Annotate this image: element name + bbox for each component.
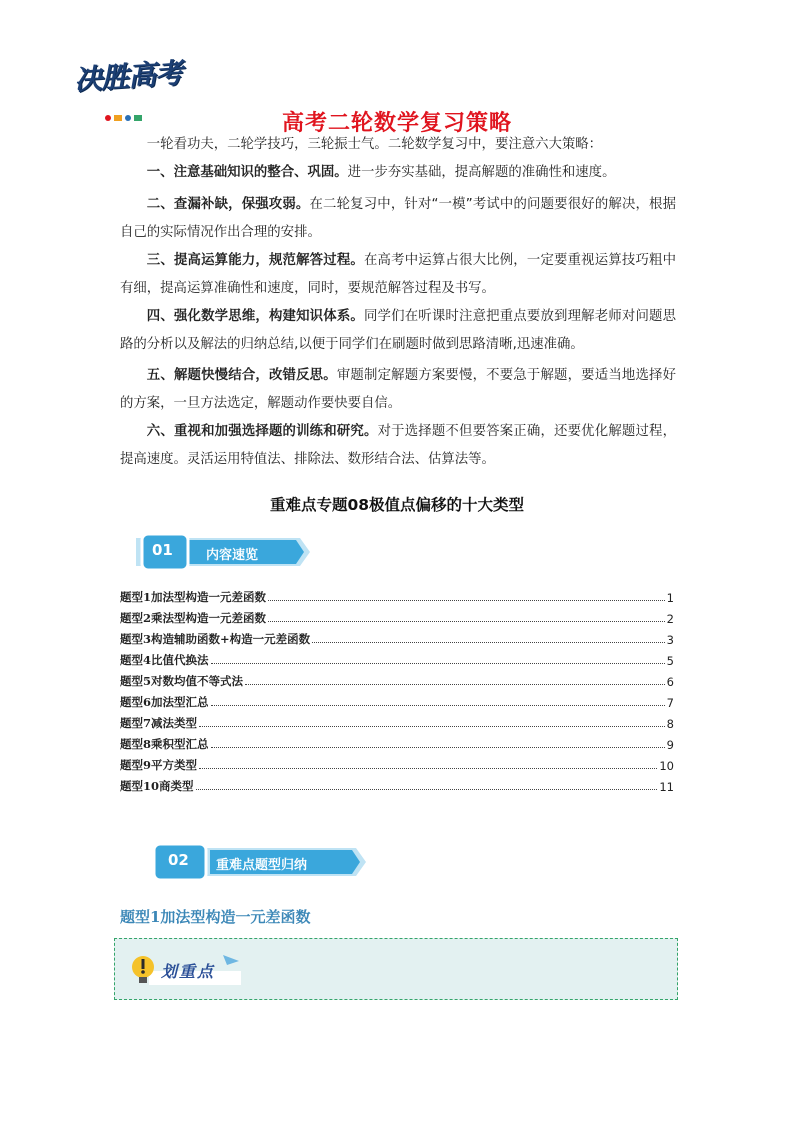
toc-row[interactable] xyxy=(120,626,674,647)
toc-title: 题型4比值代换法 xyxy=(120,653,209,667)
toc-leader xyxy=(211,704,665,706)
toc-leader xyxy=(211,662,665,664)
toc-title: 题型1加法型构造一元差函数 xyxy=(120,590,267,604)
toc-page-number: 1 xyxy=(666,591,674,605)
toc-page-number: 8 xyxy=(666,717,674,731)
toc-row[interactable] xyxy=(120,689,674,710)
toc-leader xyxy=(312,641,665,643)
toc-row[interactable] xyxy=(120,731,674,752)
toc-title: 题型5对数均值不等式法 xyxy=(120,674,244,688)
strategy-heading: 一、注意基础知识的整合、巩固。 xyxy=(146,165,348,180)
strategy-heading: 四、强化数学思维，构建知识体系。 xyxy=(146,309,364,324)
key-points-box xyxy=(114,938,678,1000)
strategy-heading: 五、解题快慢结合，改错反思。 xyxy=(146,368,337,383)
toc-row[interactable] xyxy=(120,647,674,668)
key-points-label: 划重点 xyxy=(161,962,216,981)
toc-row[interactable] xyxy=(120,605,674,626)
strategy-3 xyxy=(120,247,676,303)
toc-row[interactable] xyxy=(120,710,674,731)
toc-page-number: 3 xyxy=(666,633,674,647)
toc-title: 题型8乘积型汇总 xyxy=(120,737,209,751)
strategy-body: 同学们在听课时注意把重点要放到理解老师对问题思路的分析以及解法的归纳总结,以便于同学们在刷题时做到思路清晰,迅速准确。 xyxy=(120,309,677,352)
strategy-body: 审题制定解题方案要慢，不要急于解题，要适当地选择好的方案，一旦方法选定，解题动作要快要自信。 xyxy=(120,368,677,411)
toc-title: 题型9平方类型 xyxy=(120,758,198,772)
toc-page-number: 11 xyxy=(659,780,674,794)
toc-row[interactable] xyxy=(120,773,674,794)
toc-title: 题型6加法型汇总 xyxy=(120,695,209,709)
toc-leader xyxy=(245,683,665,685)
strategy-5 xyxy=(120,362,676,418)
strategy-2 xyxy=(120,191,676,247)
toc-page-number: 5 xyxy=(666,654,674,668)
toc-row[interactable] xyxy=(120,752,674,773)
toc-page-number: 6 xyxy=(666,675,674,689)
banner-number: 01 xyxy=(152,541,173,559)
strategy-heading: 三、提高运算能力，规范解答过程。 xyxy=(146,253,364,268)
toc-page-number: 10 xyxy=(659,759,674,773)
logo-text: 决胜高考 xyxy=(73,56,184,97)
strategy-1 xyxy=(120,159,676,187)
toc-leader xyxy=(196,788,658,790)
banner-label: 重难点题型归纳 xyxy=(216,858,308,873)
topic-title: 重难点专题08极值点偏移的十大类型 xyxy=(269,496,525,514)
strategy-body: 进一步夯实基础，提高解题的准确性和速度。 xyxy=(347,165,616,180)
toc-title: 题型7减法类型 xyxy=(120,716,198,730)
toc-leader xyxy=(268,620,665,622)
strategy-6 xyxy=(120,418,676,474)
strategy-heading: 六、重视和加强选择题的训练和研究。 xyxy=(146,424,378,439)
toc-title: 题型10商类型 xyxy=(120,779,194,793)
key-points-badge xyxy=(127,953,245,987)
toc-page-number: 2 xyxy=(666,612,674,626)
strategy-body: 在二轮复习中，针对“一模”考试中的问题要很好的解决，根据自己的实际情况作出合理的安排。 xyxy=(120,197,677,240)
banner-label: 内容速览 xyxy=(206,548,259,563)
toc-leader xyxy=(211,746,665,748)
strategy-4 xyxy=(120,303,676,359)
toc-row[interactable] xyxy=(120,584,674,605)
toc-title: 题型2乘法型构造一元差函数 xyxy=(120,611,267,625)
section-heading: 题型1加法型构造一元差函数 xyxy=(120,908,311,926)
toc-title: 题型3构造辅助函数+构造一元差函数 xyxy=(120,632,311,646)
strategy-heading: 二、查漏补缺，保强攻弱。 xyxy=(146,197,310,212)
toc-page-number: 7 xyxy=(666,696,674,710)
intro-paragraph: 一轮看功夫，二轮学技巧，三轮振士气。二轮数学复习中，要注意六大策略： xyxy=(146,137,603,152)
strategy-body: 对于选择题不但要答案正确，还要优化解题过程，提高速度。灵活运用特值法、排除法、数形结合法、估算法等。 xyxy=(120,424,677,467)
toc-row[interactable] xyxy=(120,668,674,689)
toc-page-number: 9 xyxy=(666,738,674,752)
toc-leader xyxy=(199,725,665,727)
toc-leader xyxy=(199,767,657,769)
main-title: 高考二轮数学复习策略 xyxy=(281,111,512,136)
section-banner-categories xyxy=(150,842,368,882)
strategy-body: 在高考中运算占很大比例，一定要重视运算技巧粗中有细，提高运算准确性和速度，同时，要规范解答过程及书写。 xyxy=(120,253,677,296)
banner-number: 02 xyxy=(168,851,189,869)
section-banner-overview xyxy=(128,532,312,572)
table-of-contents xyxy=(120,584,674,794)
toc-leader xyxy=(268,599,665,601)
